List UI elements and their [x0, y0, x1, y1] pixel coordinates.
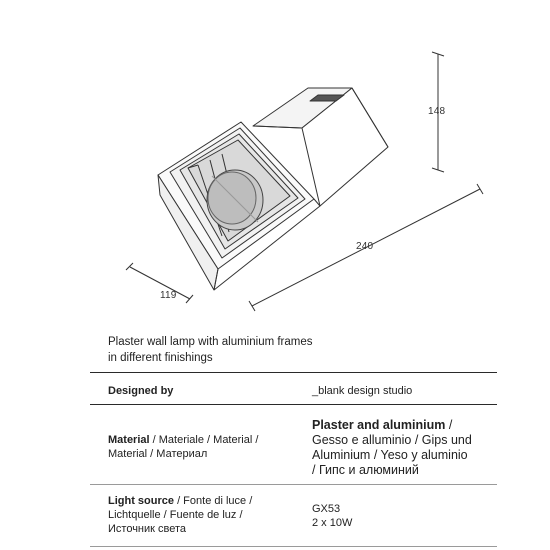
dimension-height: 148	[428, 106, 446, 117]
designed-by-rule	[90, 404, 497, 405]
light-source-value: GX53 2 x 10W	[312, 503, 353, 529]
light-source-label: Light source / Fonte di luce / Lichtquelle / Fuente de luz / Источник света	[108, 495, 253, 535]
product-description	[108, 334, 508, 366]
table-bottom-rule	[90, 546, 497, 547]
designed-by-value: _blank design studio	[312, 385, 413, 397]
dimension-length: 240	[356, 241, 374, 252]
material-label: Material / Materiale / Material / Material / Материал	[108, 434, 259, 460]
description-line-2: in different finishings	[108, 352, 213, 364]
description-line-1: Plaster wall lamp with aluminium frames	[108, 336, 313, 348]
designed-by-label: Designed by	[108, 385, 174, 397]
material-rule	[90, 484, 497, 485]
dimension-depth: 119	[160, 290, 177, 301]
table-top-rule	[90, 372, 497, 373]
material-value: Plaster and aluminium / Gesso e alluminio / Gips und Aluminium / Yeso y aluminio / Гипс и алюминий	[312, 418, 472, 477]
